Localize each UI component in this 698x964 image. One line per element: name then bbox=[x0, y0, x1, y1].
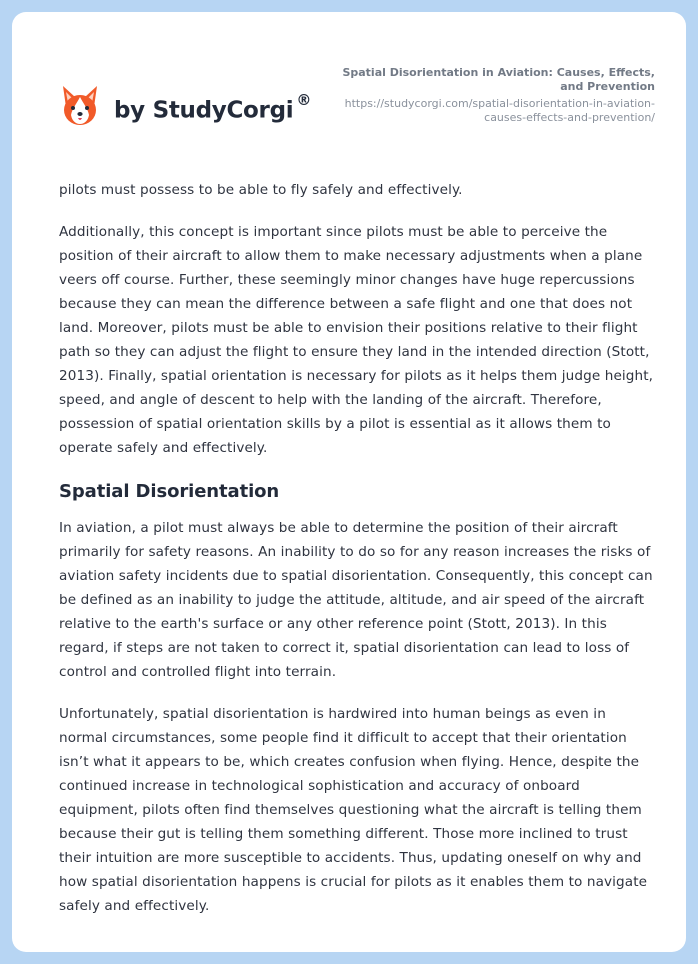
document-body bbox=[59, 178, 655, 936]
brand-name bbox=[114, 90, 312, 124]
paragraph: Unfortunately, spatial disorientation is hardwired into human beings as even in normal circumstances, some people find it difficult to accept that their orientation isn’t what it appears to be, which creates confusion when flying. Hence, despite the continued increase in technological sophistication and accuracy of onboard equipment, pilots often find themselves questioning what the aircraft is telling them because their gut is telling them something different. Those more inclined to trust their intuition are more susceptible to accidents. Thus, updating oneself on why and how spatial disorientation happens is crucial for pilots as it enables them to navigate safely and effectively. bbox=[59, 706, 648, 914]
registered-mark: ® bbox=[296, 90, 312, 109]
paragraph: Additionally, this concept is important since pilots must be able to perceive the position of their aircraft to allow them to make necessary adjustments when a plane veers off course. Further, these seemingly minor changes have huge repercussions because they can mean the difference between a safe flight and one that does not land. Moreover, pilots must be able to envision their positions relative to their flight path so they can adjust the flight to ensure they land in the intended direction (Stott, 2013). Finally, spatial orientation is necessary for pilots as it helps them judge height, speed, and angle of descent to help with the landing of the aircraft. Therefore, possession of spatial orientation skills by a pilot is essential as it allows them to operate safely and effectively. bbox=[59, 224, 654, 456]
paragraph: In aviation, a pilot must always be able to determine the position of their aircraft primarily for safety reasons. An inability to do so for any reason increases the risks of aviation safety incidents due to spatial disorientation. Consequently, this concept can be defined as an inability to judge the attitude, altitude, and air speed of the aircraft relative to the earth's surface or any other reference point (Stott, 2013). In this regard, if steps are not taken to correct it, spatial disorientation can lead to loss of control and controlled flight into terrain. bbox=[59, 520, 653, 680]
document-title: Spatial Disorientation in Aviation: Causes, Effects, and Prevention bbox=[342, 66, 655, 93]
paragraph: pilots must possess to be able to fly safely and effectively. bbox=[59, 182, 463, 198]
document-page bbox=[12, 12, 686, 952]
brand-name-text: by StudyCorgi bbox=[114, 97, 294, 124]
corgi-icon bbox=[60, 83, 100, 129]
section-heading: Spatial Disorientation bbox=[59, 481, 280, 502]
document-url[interactable]: https://studycorgi.com/spatial-disorientation-in-aviation-causes-effects-and-prevention/ bbox=[344, 97, 655, 124]
header-meta bbox=[325, 66, 655, 125]
studycorgi-logo[interactable] bbox=[60, 76, 311, 136]
